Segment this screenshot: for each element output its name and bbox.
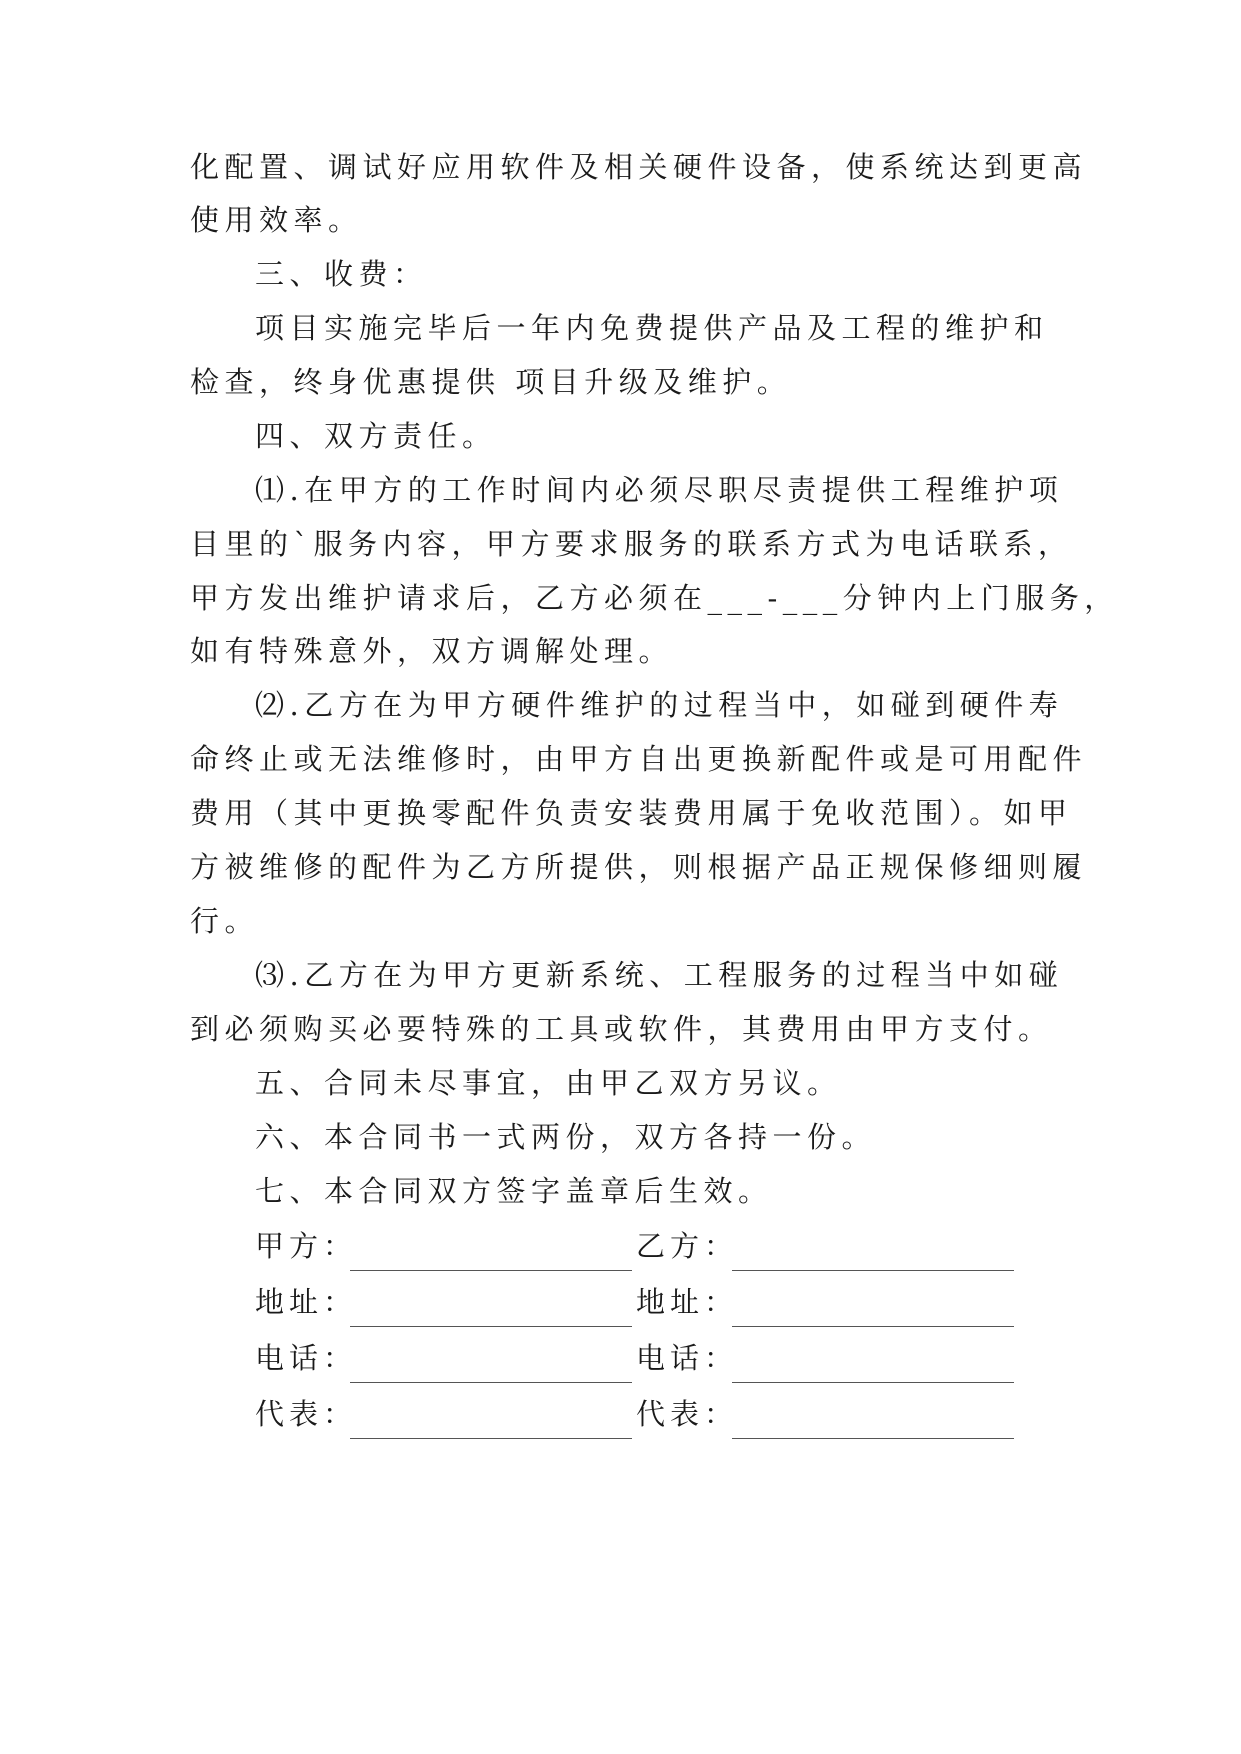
party-b-blank[interactable] [732, 1270, 1014, 1271]
party-a-phone-label: 电话： [255, 1341, 358, 1375]
party-b-address-label: 地址： [636, 1285, 739, 1319]
party-b-representative-blank[interactable] [732, 1438, 1014, 1439]
party-a-representative-label: 代表： [255, 1397, 358, 1431]
body-line: 甲方发出维护请求后，乙方必须在___-___分钟内上门服务， [190, 581, 1119, 615]
party-a-address-label: 地址： [255, 1285, 358, 1319]
body-line: 行。 [190, 904, 260, 938]
section-heading: 五、合同未尽事宜，由甲乙双方另议。 [255, 1066, 842, 1100]
party-a-representative-blank[interactable] [350, 1438, 632, 1439]
body-line: ⑵.乙方在为甲方硬件维护的过程当中，如碰到硬件寿 [255, 688, 1064, 722]
section-heading: 六、本合同书一式两份，双方各持一份。 [255, 1120, 877, 1154]
body-line: 使用效率。 [190, 203, 363, 237]
section-heading: 七、本合同双方签字盖章后生效。 [255, 1174, 773, 1208]
body-line: 项目实施完毕后一年内免费提供产品及工程的维护和 [255, 311, 1049, 345]
party-b-phone-label: 电话： [636, 1341, 739, 1375]
body-line: ⑶.乙方在为甲方更新系统、工程服务的过程当中如碰 [255, 958, 1064, 992]
party-b-label: 乙方： [636, 1229, 739, 1263]
body-line: 目里的`服务内容，甲方要求服务的联系方式为电话联系， [190, 527, 1073, 561]
body-line: 如有特殊意外，双方调解处理。 [190, 634, 674, 668]
section-heading: 三、收费： [255, 257, 428, 291]
body-line: 检查，终身优惠提供 项目升级及维护。 [190, 365, 792, 399]
body-line: ⑴.在甲方的工作时间内必须尽职尽责提供工程维护项 [255, 473, 1064, 507]
party-b-phone-blank[interactable] [732, 1382, 1014, 1383]
body-line: 方被维修的配件为乙方所提供，则根据产品正规保修细则履 [190, 850, 1088, 884]
section-heading: 四、双方责任。 [255, 419, 497, 453]
body-line: 到必须购买必要特殊的工具或软件，其费用由甲方支付。 [190, 1012, 1053, 1046]
party-a-address-blank[interactable] [350, 1326, 632, 1327]
party-a-blank[interactable] [350, 1270, 632, 1271]
party-a-phone-blank[interactable] [350, 1382, 632, 1383]
body-line: 费用（其中更换零配件负责安装费用属于免收范围）。如甲 [190, 796, 1073, 830]
party-b-address-blank[interactable] [732, 1326, 1014, 1327]
party-a-label: 甲方： [255, 1229, 358, 1263]
party-b-representative-label: 代表： [636, 1397, 739, 1431]
body-line: 命终止或无法维修时，由甲方自出更换新配件或是可用配件 [190, 742, 1088, 776]
body-line: 化配置、调试好应用软件及相关硬件设备，使系统达到更高 [190, 150, 1088, 184]
